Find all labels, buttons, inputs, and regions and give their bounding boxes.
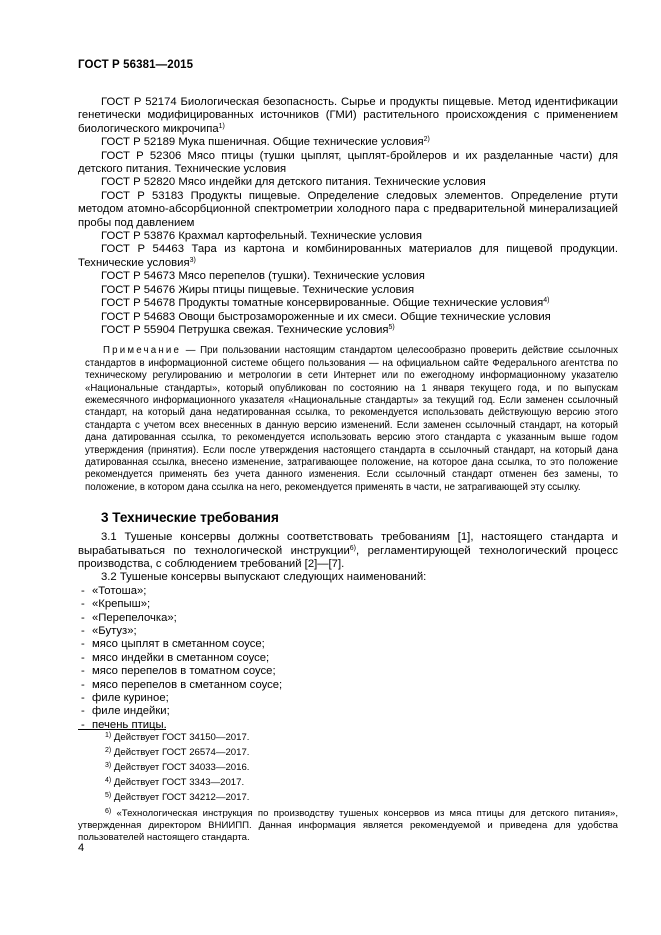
dash-bullet: -	[81, 705, 85, 718]
list-item: - филе индейки;	[81, 705, 170, 718]
product-names-list	[78, 585, 618, 732]
dash-bullet: -	[81, 584, 85, 597]
dash-bullet: -	[81, 665, 85, 678]
footnote: $^{6)}$ «Технологическая инструкция по производству тушеных консервов из мяса птицы для детского питания», утвержденная директором ВНИИПП. Данная информация является рекомендуемой и приведена для удобства пользователей настоящего стандарта.	[78, 807, 618, 843]
footnote-ref[interactable]: 1)	[218, 122, 225, 130]
note-label: Примечание	[103, 345, 182, 357]
footnote: $^{1)}$ Действует ГОСТ 34150—2017.	[105, 732, 250, 743]
dash-bullet: -	[81, 692, 85, 705]
normative-references-list	[78, 96, 618, 337]
footnote-ref[interactable]: 2)	[423, 136, 430, 144]
list-item: - «Бутуз»;	[81, 625, 137, 638]
list-item: - филе куриное;	[81, 692, 169, 705]
clause-3-1: 3.1 Тушеные консервы должны соответствовать требованиям [1], настоящего стандарта и вырабатываться по технологической инструкции$^{6)}$, регламентирующей технологический процесс производства, с соблюдением требований [2]—[7].	[78, 531, 618, 570]
reference-item: ГОСТ Р 52820 Мясо индейки для детского питания. Технические условия	[101, 176, 486, 189]
note-paragraph	[85, 345, 618, 494]
reference-item: ГОСТ Р 54683 Овощи быстрозамороженные и их смеси. Общие технические условия	[101, 310, 551, 323]
reference-item: ГОСТ Р 52174 Биологическая безопасность. Сырье и продукты пищевые. Метод идентификации генетически модифицированных источников (ГМИ) растительного происхождения с применением биологического микрочипа$^{1)}$	[78, 96, 618, 135]
list-item: - печень птицы.	[81, 718, 167, 731]
reference-item: ГОСТ Р 52189 Мука пшеничная. Общие технические условия$^{2)}$	[101, 136, 430, 149]
reference-item: ГОСТ Р 54676 Жиры птицы пищевые. Технические условия	[101, 283, 415, 296]
dash-bullet: -	[81, 718, 85, 731]
list-item: - «Крепыш»;	[81, 598, 151, 611]
reference-item: ГОСТ Р 54678 Продукты томатные консервированные. Общие технические условия$^{4)}$	[101, 297, 550, 310]
document-header-id: ГОСТ Р 56381—2015	[78, 59, 194, 71]
reference-item: ГОСТ Р 53876 Крахмал картофельный. Технические условия	[101, 230, 422, 243]
footnote: $^{5)}$ Действует ГОСТ 34212—2017.	[105, 791, 250, 803]
note-text: — При пользовании настоящим стандартом целесообразно проверить действие ссылочных стандартов в информационной системе общего пользования — на официальном сайте Федерального агентства по техническому регулированию и метрологии в сети Интернет или по ежегодному информационному указателю «Национальные стандарты», который опубликован по состоянию на 1 января текущего года, и по выпускам ежемесячного информационного указателя «Национальные стандарты» за текущий год. Если заменен ссылочный стандарт, на который дана недатированная ссылка, то рекомендуется использовать действующую версию этого стандарта с учетом всех внесенных в данную версию изменений. Если заменен ссылочный стандарт, на который дана датированная ссылка, то рекомендуется использовать версию этого стандарта с указанным выше годом утверждения (принятия). Если после утверждения настоящего стандарта в ссылочный стандарт, на который дана датированная ссылка, внесено изменение, затрагивающее положение, на которое дана ссылка, то это положение рекомендуется применять без учета данного изменения. Если ссылочный стандарт отменен без замены, то положение, в котором дана ссылка на него, рекомендуется применять в части, не затрагивающей эту ссылку.	[85, 345, 618, 493]
footnote: $^{3)}$ Действует ГОСТ 34033—2016.	[105, 761, 250, 773]
footnote: $^{4)}$ Действует ГОСТ 3343—2017.	[105, 776, 245, 788]
list-item: - мясо перепелов в томатном соусе;	[81, 665, 276, 678]
reference-item: ГОСТ Р 53183 Продукты пищевые. Определение следовых элементов. Определение ртути методом атомно-абсорбционной спектрометрии холодного пара с предварительной минерализацией пробы под давлением	[78, 189, 618, 229]
list-item: - мясо индейки в сметанном соусе;	[81, 651, 270, 664]
list-item: - мясо цыплят в сметанном соусе;	[81, 638, 265, 651]
dash-bullet: -	[81, 651, 85, 664]
footnotes	[78, 731, 618, 844]
footnote-ref[interactable]: 3)	[189, 256, 196, 264]
dash-bullet: -	[81, 598, 85, 611]
reference-item: ГОСТ Р 55904 Петрушка свежая. Технические условия$^{5)}$	[101, 323, 395, 336]
dash-bullet: -	[81, 638, 85, 651]
list-item: - «Перепелочка»;	[81, 611, 177, 624]
clause-3-2: 3.2 Тушеные консервы выпускают следующих наименований:	[101, 571, 427, 584]
page-number: 4	[78, 842, 85, 854]
list-item: - мясо перепелов в сметанном соусе;	[81, 678, 283, 691]
section-heading: 3 Технические требования	[101, 510, 279, 526]
reference-item: ГОСТ Р 54673 Мясо перепелов (тушки). Технические условия	[101, 270, 425, 283]
document-body	[78, 96, 618, 732]
footnote-ref[interactable]: 6)	[349, 544, 357, 552]
footnote-ref[interactable]: 4)	[543, 297, 550, 305]
dash-bullet: -	[81, 678, 85, 691]
footnote-separator	[78, 729, 166, 730]
dash-bullet: -	[81, 611, 85, 624]
footnote-ref[interactable]: 5)	[388, 323, 395, 331]
dash-bullet: -	[81, 625, 85, 638]
reference-item: ГОСТ Р 52306 Мясо птицы (тушки цыплят, цыплят-бройлеров и их разделанные части) для детского питания. Технические условия	[78, 149, 618, 176]
reference-item: ГОСТ Р 54463 Тара из картона и комбинированных материалов для пищевой продукции. Технические условия$^{3)}$	[78, 243, 618, 269]
list-item: - «Тотоша»;	[81, 584, 147, 597]
footnote: $^{2)}$ Действует ГОСТ 26574—2017.	[105, 746, 250, 758]
